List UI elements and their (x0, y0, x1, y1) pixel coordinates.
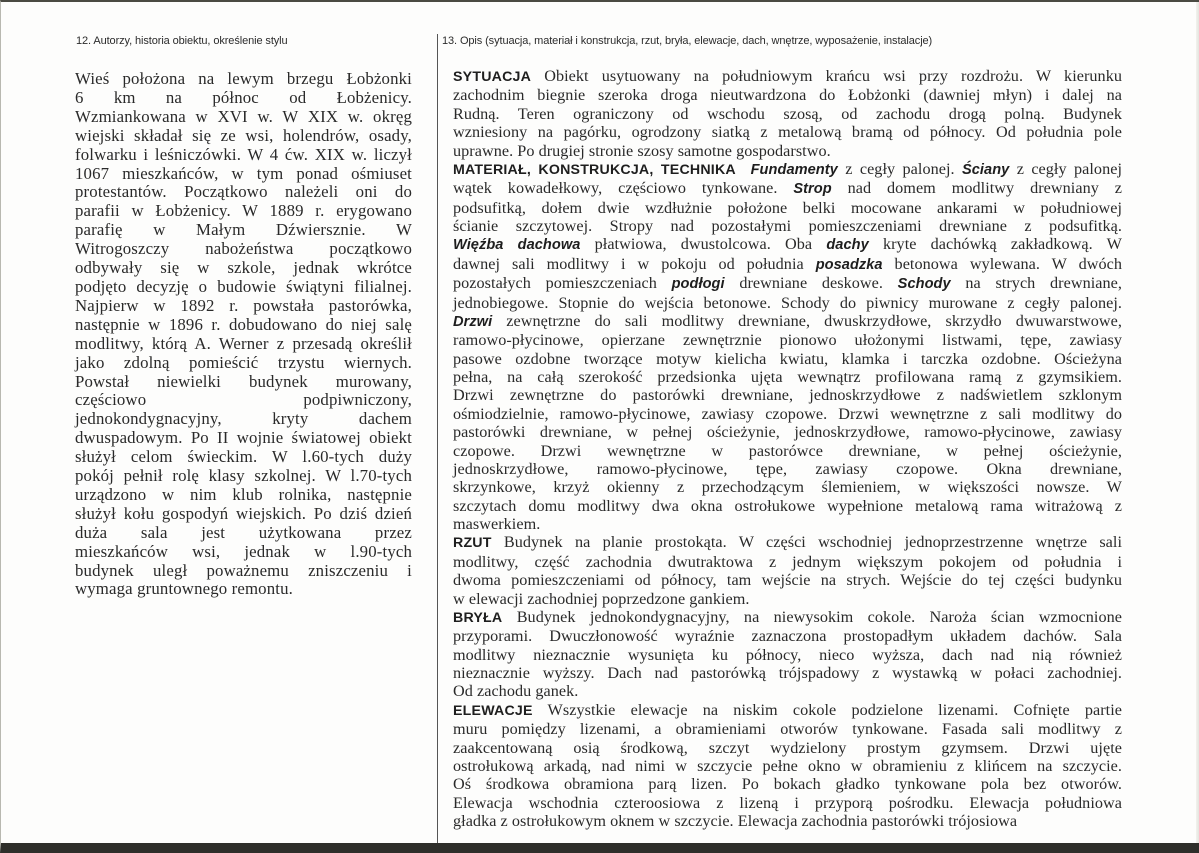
text-line: ośmiodzielnie, ramowo-płycinowe, zawiasy czopowe. Drzwi wewnętrzne z sali modlitwy do (453, 404, 1122, 423)
text-line: uprawne. Po drugiej stronie szosy samotne gospodarstwo. (453, 141, 831, 160)
text-line: częściowo podpiwniczony, (75, 390, 412, 410)
text-run: pozostałych pomieszczeniach (453, 274, 672, 293)
text-line: Oś środkowa obramiona parą lizen. Po bokach gładko tynkowane pola bez otworów. (453, 775, 1122, 794)
section-13-description-text (453, 67, 1122, 830)
keyword-drzwi: Drzwi (453, 313, 493, 330)
text-line: Powstał niewielki budynek murowany, (75, 371, 412, 391)
section-12-header: 12. Autorzy, historia obiektu, określenie stylu (76, 35, 288, 47)
text-run: płatwiowa, dwustolcowa. Oba (580, 235, 827, 254)
text-line: dwoma pomieszczeniami od północy, tam wejście na strych. Wejście do tej części budynku (453, 571, 1122, 590)
text-line: folwarku i leśniczówki. W 4 ćw. XIX w. liczył (75, 144, 412, 164)
text-line: w elewacji zachodniej poprzedzone gankiem. (453, 589, 750, 608)
text-line: duża sala jest użytkowana przez (75, 522, 412, 542)
text-line: szczytach domu modlitwy dwa okna ostrołukowe wypełnione metalową rama witrażową z (453, 496, 1122, 515)
section-12-history-text (75, 70, 412, 599)
text-line: Elewacja wschodnia czteroosiowa z lizeną i przyporą pośrodku. Elewacja południowa (453, 793, 1122, 812)
text-line: służył kołu gospodyń wiejskich. Po dziś dzień (75, 503, 412, 523)
text-run: zewnętrzne do sali modlitwy drewniane, dwuskrzydłowe, skrzydło dwuwarstwowe, (492, 311, 1122, 330)
text-line: Wieś położona na lewym brzegu Łobżonki (75, 69, 412, 88)
text-line (453, 235, 1122, 254)
text-run: kryte dachówką zakładkową. W (868, 235, 1122, 254)
text-run: dawnej sali modlitwy i w pokoju od południa (453, 254, 816, 273)
heading-material: MATERIAŁ, KONSTRUKCJA, TECHNIKA (453, 161, 736, 178)
text-line: muru pomiędzy lizenami, a obramieniami otworów tynkowane. Fasada sali modlitwy z (453, 720, 1122, 739)
keyword-podlogi: podłogi (671, 276, 725, 293)
heading-elewacje: ELEWACJE (453, 702, 533, 719)
text-line: podsufitką, dołem dwie wzdłużnie położone belki mocowane ankarami w południowej (453, 198, 1122, 217)
text-line: Rudną. Teren ograniczony od wschodu szosą, od zachodu drogą polną. Budynek (453, 104, 1122, 123)
text-line: Najpierw w 1892 r. powstała pastorówka, (75, 295, 412, 315)
text-line: jednokondygnacyjny, kryty dachem (75, 409, 412, 429)
text-line: 1067 mieszkańców, w tym ponad ośmiuset (75, 163, 412, 183)
text-line: jednobiegowe. Stopnie do wejścia betonowe. Schody do piwnicy murowane z cegły palonej. (453, 293, 1122, 312)
text-line: parafii w Łobżenicy. W 1889 r. erygowano (75, 201, 412, 221)
text-line: podjęto decyzję o budowie świątyni filialnej. (75, 276, 412, 296)
text-line: nieznacznie wyższy. Dach nad pastorówką trójspadowy z wystawką w połaci zachodniej. (453, 664, 1122, 682)
text-run: na strych drewniane, (950, 274, 1122, 293)
keyword-schody: Schody (897, 276, 951, 293)
text-line: protestantów. Początkowo należeli oni do (75, 182, 412, 202)
text-line: służył celom świeckim. W l.60-tych duży (75, 447, 412, 467)
text-line: ścianie szczytowej. Stropy nad pozostałymi pomieszczeniami drewniane z podsufitką. (453, 217, 1122, 235)
text-run: z cegły palonej (1009, 159, 1122, 178)
text-run: betonowa wylewana. W dwóch (882, 254, 1122, 273)
text-run: Budynek jednokondygnacyjny, na niewysokim cokole. Naroża ścian wzmocnione (502, 607, 1122, 626)
text-line: jako zdolną pomieścić trzystu wiernych. (75, 352, 412, 372)
text-line: mieszkańców wsi, jednak w l.90-tych (75, 541, 412, 561)
text-line: 6 km na północ od Łobżenicy. (75, 87, 412, 107)
text-line: zaakcentowaną osią środkową, szczyt wydzielony prostym gzymsem. Drzwi ujęte (453, 738, 1122, 757)
keyword-sciany: Ściany (961, 161, 1010, 178)
keyword-wiezba: Więźba dachowa (453, 237, 581, 254)
text-line: pokój pełnił rolę klasy szkolnej. W l.70-tych (75, 466, 412, 486)
column-divider (437, 34, 438, 853)
text-line (453, 274, 1122, 293)
text-run: wątek kowadełkowy, częściowo tynkowane. (453, 179, 794, 198)
text-line: ostrołukową arkadą, nad nimi w szczycie pełne okno w obramieniu z klińcem na szczycie. (453, 756, 1122, 775)
text-line: parafię w Małym Dźwiersznie. W (75, 220, 412, 240)
text-line: następnie w 1896 r. dobudowano do niej salę (75, 314, 412, 334)
text-line: modlitwy, część zachodnia dwutraktowa z jednym większym pokojem od południa i (453, 552, 1122, 571)
text-line: Od zachodu ganek. (453, 682, 579, 701)
text-line: pastorówki drewniane, w pełnej ościeżynie, jednoskrzydłowe, ramowo-płycinowe, zawiasy (453, 423, 1122, 442)
text-line (453, 255, 1122, 274)
keyword-posadzka: posadzka (815, 256, 883, 273)
text-run: Budynek na planie prostokąta. W części wschodniej jednoprzestrzenne wnętrze sali (491, 533, 1122, 552)
heading-rzut: RZUT (453, 535, 492, 552)
text-line: Drzwi zewnętrzne do pastorówki drewniane, jednoskrzydłowe z nadświetlem szklonym (453, 386, 1122, 405)
text-line (453, 160, 1122, 179)
keyword-strop: Strop (793, 181, 832, 198)
text-line: zachodnim biegnie szeroka droga nieutwardzona do Łobżonki (dawniej młyn) i dalej na (453, 86, 1122, 105)
text-line: modlitwy nieznacznie wysunięta ku północy, nieco wyższa, dach nad nią również (453, 645, 1122, 664)
text-line (453, 701, 1122, 720)
text-line: czopowe. Drzwi wewnętrzne w pastorówce drewniane, w pełnej ościeżynie, (453, 441, 1122, 460)
text-line (453, 179, 1122, 198)
text-line: wzniesiony na pagórku, ogrodzony siatką z metalową bramą od północy. Od południa pole (453, 123, 1122, 142)
text-line: pełna, na całą szerokość przedsionka ujęta wewnątrz profilowana ramą z gzymsikiem. (453, 368, 1122, 386)
text-line (453, 533, 1122, 552)
text-line (453, 312, 1122, 331)
section-13-header: 13. Opis (sytuacja, materiał i konstrukcja, rzut, bryła, elewacje, dach, wnętrze, wyposażenie, instalacje) (442, 35, 933, 47)
text-line: wymaga gruntownego remontu. (75, 579, 293, 599)
text-run: Obiekt usytuowany na południowym krańcu wsi przy rozdrożu. W kierunku (531, 67, 1122, 85)
text-line: dwuspadowym. Po II wojnie światowej obiekt (75, 428, 412, 448)
text-line: ramowo-płycinowe, opierzane zewnętrznie pionowo ułożonymi listwami, tępe, zawiasy (453, 331, 1122, 350)
text-line (453, 608, 1122, 627)
text-line: wiejski składał się ze wsi, holendrów, osady, (75, 125, 412, 145)
text-line: przyporami. Dwuczłonowość wyraźnie zaznaczona prostopadłym układem dachów. Sala (453, 627, 1122, 646)
text-run: z cegły palonej. (837, 159, 962, 178)
text-line: Witrogoszczy nabożeństwa początkowo (75, 239, 412, 259)
text-run: drewniane deskowe. (724, 274, 898, 293)
text-line: maswerkiem. (453, 515, 541, 533)
text-line (453, 67, 1122, 86)
text-line: modlitwy, którą A. Werner z przesadą określił (75, 333, 412, 353)
keyword-dachy: dachy (826, 237, 869, 254)
text-line: urządzono w nim klub rolnika, następnie (75, 484, 412, 504)
text-run: Wszystkie elewacje na niskim cokole podzielone lizenami. Cofnięte partie (532, 700, 1122, 719)
text-line: skrzynkowe, krzyż okienny z przechodzącym ślemieniem, w większości nowsze. W (453, 478, 1122, 497)
text-line: Wzmiankowana w XVI w. W XIX w. okręg (75, 106, 412, 126)
text-line: odbywały się w szkole, jednak wkrótce (75, 258, 412, 278)
heading-bryla: BRYŁA (453, 609, 503, 626)
text-line: pasowe ozdobne tworzące motyw kielicha kwiatu, klamka i tarczka ozdobne. Ościeżyna (453, 349, 1122, 368)
heading-sytuacja: SYTUACJA (453, 69, 532, 85)
keyword-fundamenty: Fundamenty (750, 161, 838, 178)
text-line: jednoskrzydłowe, ramowo-płycinowe, tępe, zawiasy czopowe. Okna drewniane, (453, 459, 1122, 478)
text-run: nad domem modlitwy drewniany z (831, 179, 1122, 198)
text-line: budynek uległ poważnemu zniszczeniu i (75, 560, 412, 580)
text-line: gładka z ostrołukowym oknem w szczycie. Elewacja zachodnia pastorówki trójosiowa (453, 812, 1018, 830)
